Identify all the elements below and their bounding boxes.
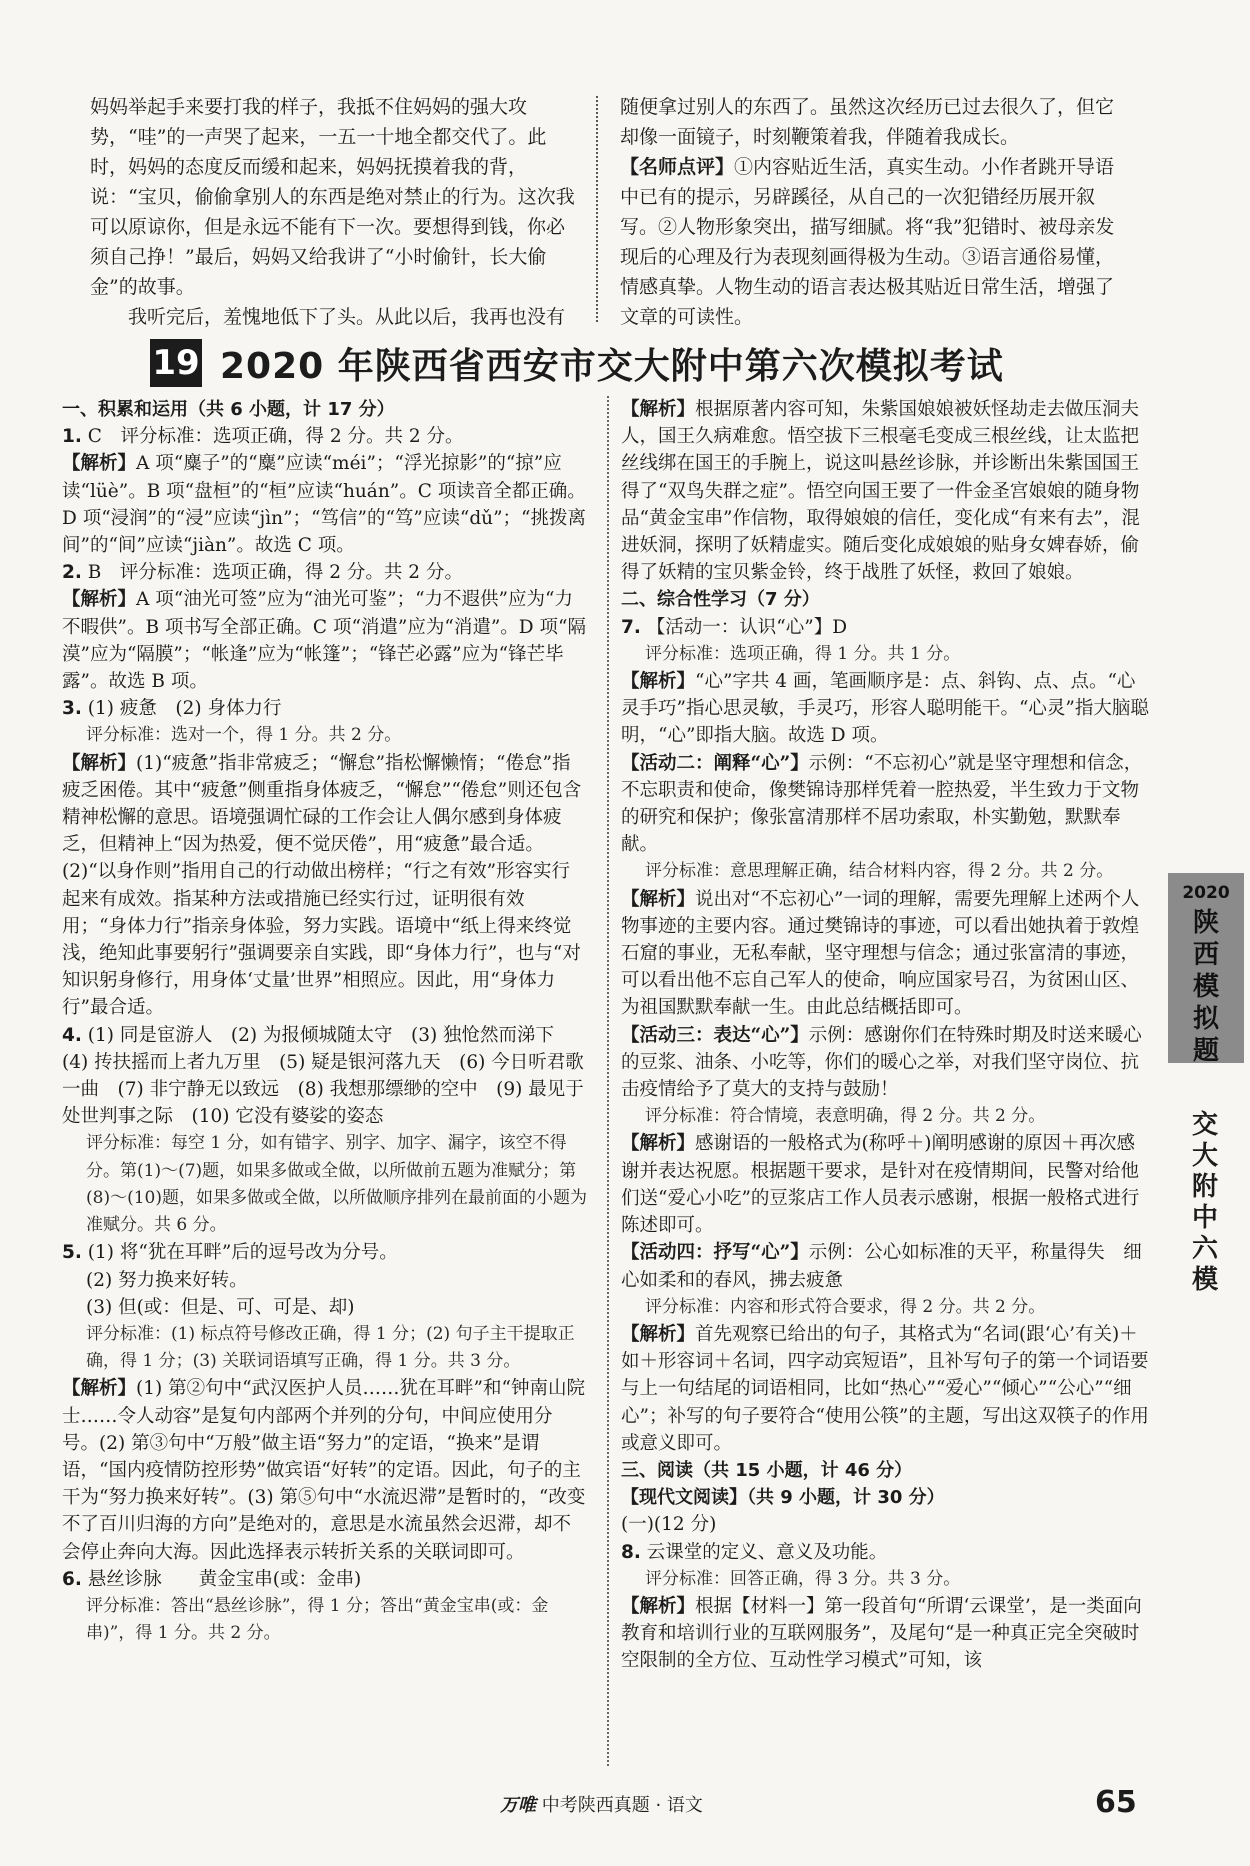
explanation-tag: 【活动四：抒写“心”】 — [621, 1242, 809, 1264]
scoring-standard: 评分标准：答出“悬丝诊脉”，得 1 分；答出“黄金宝串(或：金串)”，得 1 分。共 2 分。 — [86, 1595, 549, 1644]
explanation — [62, 1375, 587, 1565]
section-heading: 【现代文阅读】（共 9 小题，计 30 分） — [621, 1487, 945, 1509]
side-exam-label — [1170, 1110, 1240, 1296]
brand-logo: 万唯 — [500, 1795, 536, 1816]
side-tab-title: 陕西模拟题 — [1192, 908, 1219, 1066]
explanation-text: (1)“疲惫”指非常疲乏；“懈怠”指松懈懒惰；“倦怠”指疲乏困倦。其中“疲惫”侧重指身体疲乏，“懈怠”“倦怠”则还包含精神松懈的意思。语境强调忙碌的工作会让人偶尔感到身体疲乏，但精神上“因为热爱，便不觉厌倦”，用“疲惫”最合适。(2)“以身作则”指用自己的行动做出榜样；“行之有效”形容实行起来有成效。指某种方法或措施已经实行过，证明很有效用；“身体力行”指亲身体验，努力实践。语境中“纸上得来终觉浅，绝知此事要躬行”强调要亲自实践，即“身体力行”，也与“对知识躬身修行，用身体‘丈量’世界”相照应。因此，用“身体力行”最合适。 — [62, 752, 582, 1019]
footer-book-text: 中考陕西真题 · 语文 — [541, 1795, 703, 1816]
explanation-tag: 【解析】 — [621, 1323, 696, 1345]
page-footer — [0, 1785, 1250, 1825]
teacher-comment-text: ①内容贴近生活，真实生动。小作者跳开导语中已有的提示，另辟蹊径，从自己的一次犯错经历展开叙写。②人物形象突出，描写细腻。将“我”犯错时、被母亲发现后的心理及行为表现刻画得极为生动。③语言通俗易懂，情感真挚。人物生动的语言表达极其贴近日常生活，增强了文章的可读性。 — [620, 156, 1115, 328]
question-answer — [621, 614, 1151, 641]
answer-text: 云课堂的定义、意义及功能。 — [646, 1541, 888, 1563]
explanation-text: 示例：“不忘初心”就是坚守理想和信念，不忘职责和使命，像樊锦诗那样凭着一腔热爱，半生致力于文物的研究和保护；像张富清那样不居功索取，朴实勤勉，默默奉献。 — [621, 752, 1143, 856]
explanation-text: 根据原著内容可知，朱紫国娘娘被妖怪劫走去做压洞夫人，国王久病难愈。悟空拔下三根毫毛变成三根丝线，让太监把丝线绑在国王的手腕上，说这叫悬丝诊脉，并诊断出朱紫国国王得了“双鸟失群之症”。悟空向国王要了一件金圣宫娘娘的随身物品“黄金宝串”作信物，取得娘娘的信任，变化成“有来有去”，混进妖洞，探明了妖精虚实。随后变化成娘娘的贴身女婢春娇，偷得了妖精的宝贝紫金铃，终于战胜了妖怪，救回了娘娘。 — [621, 399, 1140, 584]
scoring-standard: 评分标准：内容和形式符合要求，得 2 分。共 2 分。 — [645, 1296, 1046, 1317]
explanation-tag: 【解析】 — [62, 453, 137, 475]
scoring-standard: 评分标准：回答正确，得 3 分。共 3 分。 — [645, 1568, 961, 1589]
explanation-text: 示例：公心如标准的天平，称量得失 细心如柔和的春风，拂去疲惫 — [621, 1242, 1142, 1291]
question-number: 3. — [62, 698, 82, 720]
explanation — [621, 750, 1151, 859]
explanation-text: 感谢语的一般格式为(称呼＋)阐明感谢的原因＋再次感谢并表达祝愿。根据题干要求，是针对在疫情期间，民警对给他们送“爱心小吃”的豆浆店工作人员表示感谢，根据一般格式进行陈述即可。 — [621, 1133, 1140, 1237]
explanation — [621, 1022, 1151, 1104]
explanation-text: 说出对“不忘初心”一词的理解，需要先理解上述两个人物事迹的主要内容。通过樊锦诗的事迹，可以看出她执着于敦煌石窟的事业，无私奉献，坚守理想与信念；通过张富清的事迹，可以看出他不忘自己军人的使命，响应国家号召，为贫困山区、为祖国默默奉献一生。由此总结概括即可。 — [621, 888, 1140, 1019]
paragraph: (一)(12 分) — [621, 1514, 717, 1536]
essay-paragraph: 妈妈举起手来要打我的样子，我抵不住妈妈的强大攻势，“哇”的一声哭了起来，一五一十地全都交代了。此时，妈妈的态度反而缓和起来，妈妈抚摸着我的背，说：“宝贝，偷偷拿别人的东西是绝对禁止的行为。这次我可以原谅你，但是永远不能有下一次。要想得到钱，你必须自己挣！”最后，妈妈又给我讲了“小时偷针，长大偷金”的故事。 — [90, 96, 575, 298]
explanation-tag: 【解析】 — [621, 1133, 696, 1155]
explanation — [621, 1239, 1151, 1293]
scoring-standard: 评分标准：意思理解正确，结合材料内容，得 2 分。共 2 分。 — [645, 861, 1114, 882]
answer-text: (1) 同是宦游人 (2) 为报倾城随太守 (3) 独怆然而涕下 (4) 抟扶摇而上者九万里 (5) 疑是银河落九天 (6) 今日听君歌一曲 (7) 非宁静无以致远 (8) 我想那缥缈的空中 (9) 最见于处世判事之际 (10) 它没有婆娑的姿态 — [62, 1024, 584, 1128]
explanation — [621, 668, 1151, 750]
exam-title — [150, 335, 1050, 391]
answer-text: B 评分标准：选项正确，得 2 分。共 2 分。 — [87, 562, 463, 584]
answer-line: (3) 但(或：但是、可、可是、却) — [86, 1296, 355, 1318]
question-answer — [62, 1566, 587, 1593]
side-tab — [1168, 873, 1244, 1066]
question-number: 5. — [62, 1242, 82, 1264]
essay-paragraph: 随便拿过别人的东西了。虽然这次经历已过去很久了，但它却像一面镜子，时刻鞭策着我，伴随着我成长。 — [620, 96, 1115, 148]
question-number: 1. — [62, 426, 82, 448]
question-answer — [621, 1539, 1151, 1566]
column-divider — [596, 96, 598, 322]
explanation-tag: 【解析】 — [62, 752, 137, 774]
explanation-tag: 【解析】 — [62, 1378, 137, 1400]
section-heading: 一、积累和运用（共 6 小题，计 17 分） — [62, 399, 395, 420]
scoring-standard: 评分标准：(1) 标点符号修改正确，得 1 分；(2) 句子主干提取正确，得 1 分；(3) 关联词语填写正确，得 1 分。共 3 分。 — [86, 1323, 575, 1372]
explanation-tag: 【解析】 — [621, 671, 696, 693]
explanation — [621, 886, 1151, 1022]
explanation-text: A 项“麋子”的“麋”应读“méi”；“浮光掠影”的“掠”应读“lüè”。B 项“盘桓”的“桓”应读“huán”。C 项读音全都正确。D 项“浸润”的“浸”应读“jìn”；“笃信”的“笃”应读“dǔ”；“挑拨离间”的“间”应读“jiàn”。故选 C 项。 — [62, 453, 586, 557]
question-number: 8. — [621, 1541, 641, 1563]
explanation — [621, 1130, 1151, 1239]
answer-right-column — [621, 396, 1151, 1776]
teacher-comment — [620, 152, 1126, 332]
exam-title-text: 2020 年陕西省西安市交大附中第六次模拟考试 — [220, 345, 1004, 387]
explanation-text: 首先观察已给出的句子，其格式为“名词(跟‘心’有关)＋如＋形容词＋名词，四字动宾短语”，且补写句子的第一个词语要与上一句结尾的词语相同，比如“热心”“爱心”“倾心”“公心”“细心”；补写的句子要符合“使用公筷”的主题，写出这双筷子的作用或意义即可。 — [621, 1323, 1149, 1454]
answer-text: 【活动一：认识“心”】D — [646, 616, 848, 638]
essay-right-column — [620, 92, 1126, 328]
answer-text: (1) 疲惫 (2) 身体力行 — [87, 698, 282, 720]
footer-book-title — [500, 1791, 703, 1817]
question-number: 6. — [62, 1568, 82, 1590]
answer-text: (1) 将“犹在耳畔”后的逗号改为分号。 — [87, 1242, 398, 1264]
teacher-comment-label: 【名师点评】 — [620, 156, 735, 178]
question-answer — [62, 1022, 587, 1131]
explanation-tag: 【解析】 — [621, 1595, 696, 1617]
answer-text: C 评分标准：选项正确，得 2 分。共 2 分。 — [87, 426, 464, 448]
question-number: 7. — [621, 616, 641, 638]
explanation-tag: 【活动二：阐释“心”】 — [621, 752, 809, 774]
exam-number-badge: 19 — [150, 339, 202, 387]
essay-paragraph: 我听完后，羞愧地低下了头。从此以后，我再也没有 — [128, 306, 566, 328]
explanation — [621, 396, 1151, 586]
scoring-standard: 评分标准：每空 1 分，如有错字、别字、加字、漏字，该空不得分。第(1)～(7)题，如果多做或全做，以所做前五题为准赋分；第(8)～(10)题，如果多做或全做，以所做顺序排列在最前面的小题为准赋分。共 6 分。 — [86, 1133, 587, 1236]
explanation-tag: 【解析】 — [621, 888, 696, 910]
scoring-standard: 评分标准：符合情境，表意明确，得 2 分。共 2 分。 — [645, 1106, 1046, 1127]
page-number: 65 — [1095, 1785, 1137, 1820]
essay-left-column — [90, 92, 596, 328]
explanation-tag: 【解析】 — [62, 589, 137, 611]
section-heading: 三、阅读（共 15 小题，计 46 分） — [621, 1459, 913, 1481]
explanation — [62, 450, 587, 559]
explanation-tag: 【解析】 — [621, 399, 696, 420]
explanation-text: 示例：感谢你们在特殊时期及时送来暖心的豆浆、油条、小吃等，你们的暖心之举，对我们坚守岗位、抗击疫情给予了莫大的支持与鼓励！ — [621, 1024, 1142, 1101]
explanation — [621, 1593, 1151, 1675]
section-heading: 二、综合性学习（7 分） — [621, 589, 820, 611]
explanation-tag: 【活动三：表达“心”】 — [621, 1024, 809, 1046]
explanation — [621, 1321, 1151, 1457]
scoring-standard: 评分标准：选对一个，得 1 分。共 2 分。 — [86, 725, 402, 746]
explanation-text: A 项“油光可签”应为“油光可鉴”；“力不遐供”应为“力不暇供”。B 项书写全部正确。C 项“消遣”应为“消遣”。D 项“隔漠”应为“隔膜”；“帐逢”应为“帐篷”；“锋芒必露”应为“锋芒毕露”。故选 B 项。 — [62, 589, 586, 693]
question-answer — [62, 559, 587, 586]
explanation — [62, 586, 587, 695]
explanation-text: “心”字共 4 画，笔画顺序是：点、斜钩、点、点。“心灵手巧”指心思灵敏，手灵巧，形容人聪明能干。“心灵”指大脑聪明，“心”即指大脑。故选 D 项。 — [621, 671, 1149, 747]
scoring-standard: 评分标准：选项正确，得 1 分。共 1 分。 — [645, 643, 961, 664]
question-number: 4. — [62, 1024, 82, 1046]
question-answer — [62, 1239, 587, 1266]
explanation-text: (1) 第②句中“武汉医护人员……犹在耳畔”和“钟南山院士……令人动容”是复句内部两个并列的分句，中间应使用分号。(2) 第③句中“万般”做主语“努力”的定语，“换来”是谓语，“国内疫情防控形势”做宾语“好转”的定语。因此，句子的主干为“努力换来好转”。(3) 第⑤句中“水流迟滞”是暂时的，“改变不了百川归海的方向”是绝对的，意思是水流虽然会迟滞，却不会停止奔向大海。因此选择表示转折关系的关联词即可。 — [62, 1378, 586, 1563]
answer-text: 悬丝诊脉 黄金宝串(或：金串) — [87, 1568, 362, 1590]
question-answer — [62, 695, 587, 722]
explanation — [62, 750, 587, 1022]
side-tab-year: 2020 — [1182, 883, 1230, 903]
answer-columns — [62, 396, 1152, 1776]
answer-left-column — [62, 396, 607, 1776]
explanation-text: 根据【材料一】第一段首句“所谓‘云课堂’，是一类面向教育和培训行业的互联网服务”，及尾句“是一种真正完全突破时空限制的全方位、互动性学习模式”可知，该 — [621, 1595, 1142, 1672]
answer-line: (2) 努力换来好转。 — [86, 1269, 248, 1291]
question-number: 2. — [62, 562, 82, 584]
question-answer — [62, 423, 587, 450]
column-divider — [607, 396, 609, 1766]
side-exam-label-text: 交大附中六模 — [1191, 1110, 1218, 1295]
essay-continuation — [90, 92, 1150, 328]
